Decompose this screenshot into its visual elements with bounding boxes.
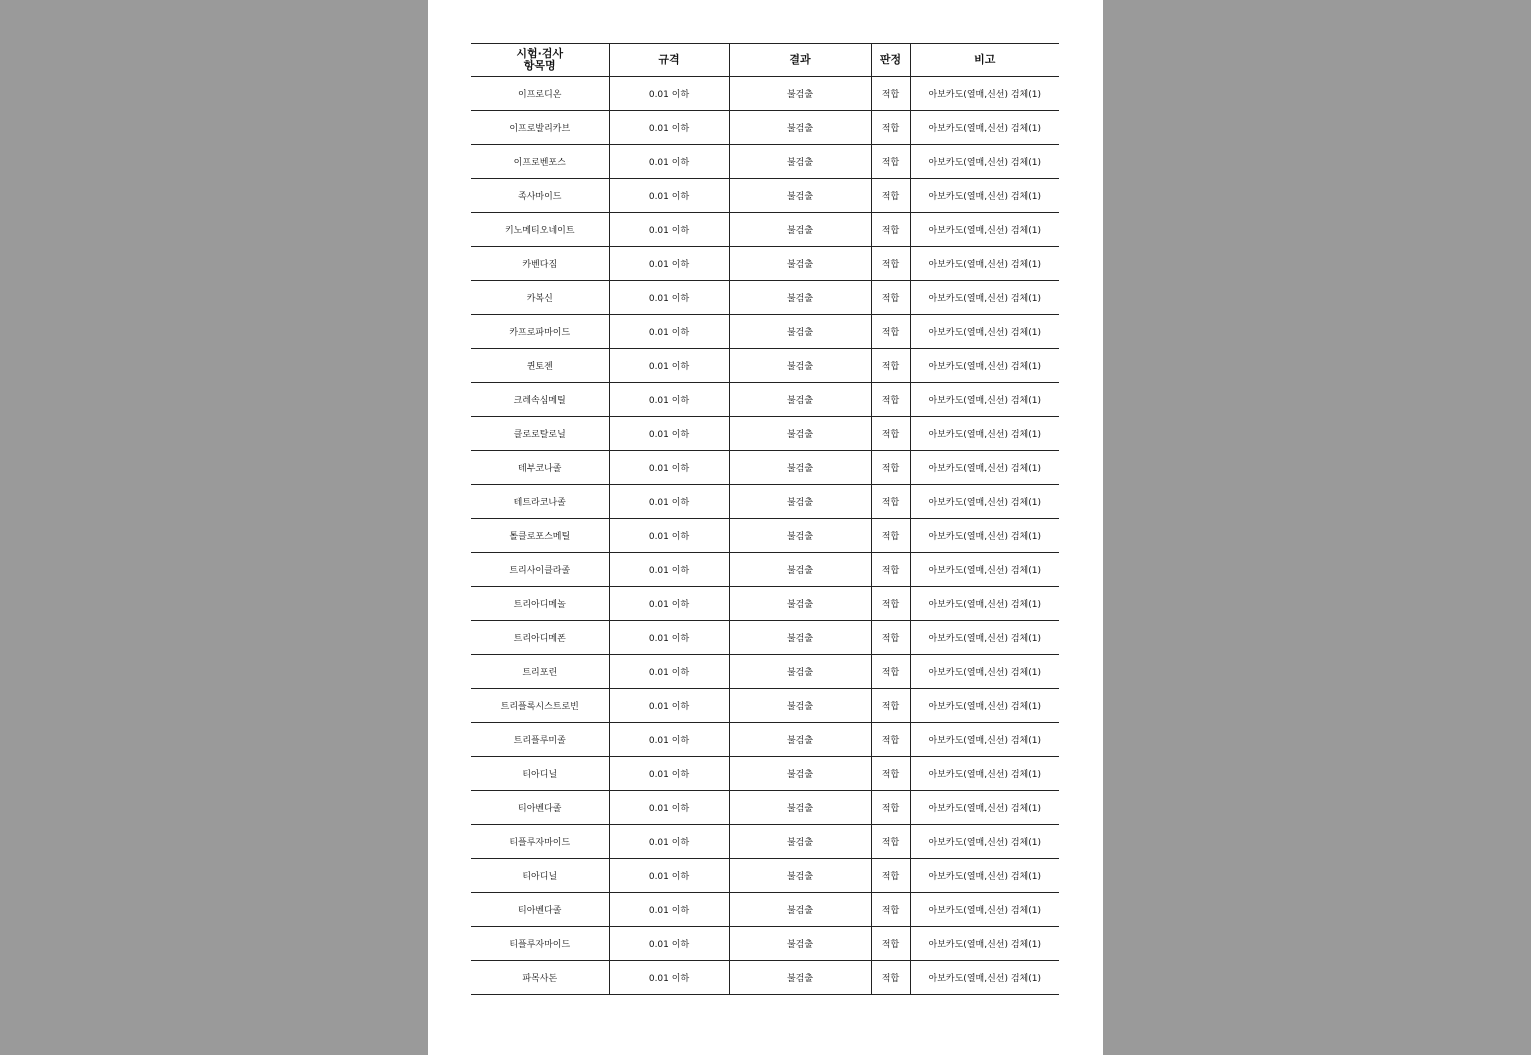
cell-result: 불검출 xyxy=(729,281,871,315)
cell-result: 불검출 xyxy=(729,247,871,281)
cell-spec: 0.01 이하 xyxy=(609,859,729,893)
header-item-line2: 항목명 xyxy=(523,59,556,72)
table-row xyxy=(471,349,1059,383)
cell-spec: 0.01 이하 xyxy=(609,927,729,961)
cell-judgement: 적합 xyxy=(871,417,910,451)
cell-remarks: 아보카도(열매,신선) 검체(1) xyxy=(910,77,1059,111)
cell-spec: 0.01 이하 xyxy=(609,553,729,587)
table-row xyxy=(471,315,1059,349)
cell-spec: 0.01 이하 xyxy=(609,961,729,995)
cell-result: 불검출 xyxy=(729,519,871,553)
cell-judgement: 적합 xyxy=(871,927,910,961)
cell-remarks: 아보카도(열매,신선) 검체(1) xyxy=(910,723,1059,757)
cell-item-name: 톨클로포스메틸 xyxy=(471,519,609,553)
test-results-table xyxy=(471,43,1059,995)
cell-item-name: 트리아디메놀 xyxy=(471,587,609,621)
cell-spec: 0.01 이하 xyxy=(609,757,729,791)
cell-item-name: 크레속심메틸 xyxy=(471,383,609,417)
cell-item-name: 이프로벤포스 xyxy=(471,145,609,179)
cell-spec: 0.01 이하 xyxy=(609,893,729,927)
cell-remarks: 아보카도(열매,신선) 검체(1) xyxy=(910,485,1059,519)
cell-judgement: 적합 xyxy=(871,723,910,757)
cell-result: 불검출 xyxy=(729,825,871,859)
table-row xyxy=(471,145,1059,179)
cell-item-name: 클로로탈로닐 xyxy=(471,417,609,451)
cell-remarks: 아보카도(열매,신선) 검체(1) xyxy=(910,349,1059,383)
cell-remarks: 아보카도(열매,신선) 검체(1) xyxy=(910,383,1059,417)
cell-spec: 0.01 이하 xyxy=(609,485,729,519)
header-judgement: 판정 xyxy=(871,44,910,77)
cell-item-name: 이프로디온 xyxy=(471,77,609,111)
cell-remarks: 아보카도(열매,신선) 검체(1) xyxy=(910,281,1059,315)
cell-spec: 0.01 이하 xyxy=(609,383,729,417)
cell-item-name: 트리포린 xyxy=(471,655,609,689)
cell-remarks: 아보카도(열매,신선) 검체(1) xyxy=(910,451,1059,485)
cell-item-name: 티아디닐 xyxy=(471,859,609,893)
cell-result: 불검출 xyxy=(729,485,871,519)
table-body xyxy=(471,77,1059,995)
table-row xyxy=(471,111,1059,145)
cell-judgement: 적합 xyxy=(871,553,910,587)
table-row xyxy=(471,893,1059,927)
cell-item-name: 트리플루미졸 xyxy=(471,723,609,757)
cell-item-name: 티플루자마이드 xyxy=(471,927,609,961)
cell-result: 불검출 xyxy=(729,757,871,791)
cell-remarks: 아보카도(열매,신선) 검체(1) xyxy=(910,689,1059,723)
cell-remarks: 아보카도(열매,신선) 검체(1) xyxy=(910,145,1059,179)
table-row xyxy=(471,77,1059,111)
cell-remarks: 아보카도(열매,신선) 검체(1) xyxy=(910,825,1059,859)
cell-judgement: 적합 xyxy=(871,383,910,417)
cell-item-name: 퀸토젠 xyxy=(471,349,609,383)
cell-item-name: 족사마이드 xyxy=(471,179,609,213)
cell-result: 불검출 xyxy=(729,927,871,961)
cell-item-name: 티플루자마이드 xyxy=(471,825,609,859)
cell-remarks: 아보카도(열매,신선) 검체(1) xyxy=(910,553,1059,587)
cell-judgement: 적합 xyxy=(871,451,910,485)
table-row xyxy=(471,213,1059,247)
cell-judgement: 적합 xyxy=(871,349,910,383)
cell-item-name: 카복신 xyxy=(471,281,609,315)
cell-result: 불검출 xyxy=(729,451,871,485)
cell-spec: 0.01 이하 xyxy=(609,213,729,247)
cell-spec: 0.01 이하 xyxy=(609,281,729,315)
cell-remarks: 아보카도(열매,신선) 검체(1) xyxy=(910,859,1059,893)
cell-result: 불검출 xyxy=(729,893,871,927)
cell-remarks: 아보카도(열매,신선) 검체(1) xyxy=(910,519,1059,553)
table-row xyxy=(471,383,1059,417)
table-row xyxy=(471,825,1059,859)
cell-spec: 0.01 이하 xyxy=(609,349,729,383)
header-spec: 규격 xyxy=(609,44,729,77)
cell-result: 불검출 xyxy=(729,383,871,417)
cell-remarks: 아보카도(열매,신선) 검체(1) xyxy=(910,417,1059,451)
cell-remarks: 아보카도(열매,신선) 검체(1) xyxy=(910,655,1059,689)
cell-spec: 0.01 이하 xyxy=(609,77,729,111)
cell-spec: 0.01 이하 xyxy=(609,689,729,723)
cell-result: 불검출 xyxy=(729,791,871,825)
cell-spec: 0.01 이하 xyxy=(609,145,729,179)
cell-judgement: 적합 xyxy=(871,859,910,893)
table-row xyxy=(471,961,1059,995)
cell-judgement: 적합 xyxy=(871,757,910,791)
cell-item-name: 트리아디메폰 xyxy=(471,621,609,655)
cell-result: 불검출 xyxy=(729,349,871,383)
cell-judgement: 적합 xyxy=(871,145,910,179)
cell-spec: 0.01 이하 xyxy=(609,315,729,349)
cell-result: 불검출 xyxy=(729,213,871,247)
cell-item-name: 테부코나졸 xyxy=(471,451,609,485)
cell-spec: 0.01 이하 xyxy=(609,723,729,757)
table-row xyxy=(471,621,1059,655)
cell-judgement: 적합 xyxy=(871,689,910,723)
cell-remarks: 아보카도(열매,신선) 검체(1) xyxy=(910,587,1059,621)
cell-remarks: 아보카도(열매,신선) 검체(1) xyxy=(910,893,1059,927)
table-header-row xyxy=(471,44,1059,77)
cell-remarks: 아보카도(열매,신선) 검체(1) xyxy=(910,315,1059,349)
cell-result: 불검출 xyxy=(729,145,871,179)
cell-result: 불검출 xyxy=(729,859,871,893)
table-row xyxy=(471,451,1059,485)
cell-result: 불검출 xyxy=(729,723,871,757)
cell-judgement: 적합 xyxy=(871,213,910,247)
cell-item-name: 이프로발리카브 xyxy=(471,111,609,145)
cell-spec: 0.01 이하 xyxy=(609,621,729,655)
header-result: 결과 xyxy=(729,44,871,77)
cell-judgement: 적합 xyxy=(871,825,910,859)
table-row xyxy=(471,417,1059,451)
cell-judgement: 적합 xyxy=(871,77,910,111)
cell-item-name: 파목사돈 xyxy=(471,961,609,995)
document-page xyxy=(428,0,1103,1055)
cell-result: 불검출 xyxy=(729,553,871,587)
cell-judgement: 적합 xyxy=(871,961,910,995)
table-row xyxy=(471,859,1059,893)
cell-judgement: 적합 xyxy=(871,621,910,655)
cell-spec: 0.01 이하 xyxy=(609,247,729,281)
cell-judgement: 적합 xyxy=(871,587,910,621)
cell-remarks: 아보카도(열매,신선) 검체(1) xyxy=(910,111,1059,145)
cell-spec: 0.01 이하 xyxy=(609,825,729,859)
cell-judgement: 적합 xyxy=(871,247,910,281)
cell-judgement: 적합 xyxy=(871,791,910,825)
cell-item-name: 트리플록시스트로빈 xyxy=(471,689,609,723)
cell-spec: 0.01 이하 xyxy=(609,791,729,825)
cell-result: 불검출 xyxy=(729,587,871,621)
cell-result: 불검출 xyxy=(729,315,871,349)
table-row xyxy=(471,179,1059,213)
cell-remarks: 아보카도(열매,신선) 검체(1) xyxy=(910,621,1059,655)
table-row xyxy=(471,519,1059,553)
cell-judgement: 적합 xyxy=(871,655,910,689)
cell-remarks: 아보카도(열매,신선) 검체(1) xyxy=(910,757,1059,791)
cell-result: 불검출 xyxy=(729,689,871,723)
cell-item-name: 카벤다짐 xyxy=(471,247,609,281)
cell-result: 불검출 xyxy=(729,621,871,655)
cell-spec: 0.01 이하 xyxy=(609,451,729,485)
cell-result: 불검출 xyxy=(729,961,871,995)
cell-judgement: 적합 xyxy=(871,315,910,349)
cell-result: 불검출 xyxy=(729,655,871,689)
cell-remarks: 아보카도(열매,신선) 검체(1) xyxy=(910,213,1059,247)
cell-spec: 0.01 이하 xyxy=(609,111,729,145)
cell-result: 불검출 xyxy=(729,417,871,451)
cell-item-name: 티아벤다졸 xyxy=(471,893,609,927)
table-row xyxy=(471,553,1059,587)
cell-remarks: 아보카도(열매,신선) 검체(1) xyxy=(910,179,1059,213)
cell-item-name: 티아디닐 xyxy=(471,757,609,791)
cell-judgement: 적합 xyxy=(871,281,910,315)
header-item-line1: 시험·검사 xyxy=(516,47,564,60)
cell-item-name: 키노메티오네이트 xyxy=(471,213,609,247)
table-row xyxy=(471,791,1059,825)
header-item-name xyxy=(471,44,609,77)
header-remarks: 비고 xyxy=(910,44,1059,77)
cell-spec: 0.01 이하 xyxy=(609,587,729,621)
cell-judgement: 적합 xyxy=(871,111,910,145)
table-row xyxy=(471,247,1059,281)
table-row xyxy=(471,281,1059,315)
cell-item-name: 테트라코나졸 xyxy=(471,485,609,519)
cell-result: 불검출 xyxy=(729,77,871,111)
cell-remarks: 아보카도(열매,신선) 검체(1) xyxy=(910,247,1059,281)
table-row xyxy=(471,587,1059,621)
cell-spec: 0.01 이하 xyxy=(609,179,729,213)
cell-remarks: 아보카도(열매,신선) 검체(1) xyxy=(910,927,1059,961)
table-row xyxy=(471,689,1059,723)
cell-spec: 0.01 이하 xyxy=(609,519,729,553)
cell-judgement: 적합 xyxy=(871,519,910,553)
cell-item-name: 트리사이클라졸 xyxy=(471,553,609,587)
cell-judgement: 적합 xyxy=(871,485,910,519)
cell-spec: 0.01 이하 xyxy=(609,417,729,451)
cell-remarks: 아보카도(열매,신선) 검체(1) xyxy=(910,791,1059,825)
cell-item-name: 티아벤다졸 xyxy=(471,791,609,825)
table-row xyxy=(471,655,1059,689)
table-row xyxy=(471,757,1059,791)
cell-result: 불검출 xyxy=(729,111,871,145)
cell-item-name: 카프로파마이드 xyxy=(471,315,609,349)
table-row xyxy=(471,723,1059,757)
cell-result: 불검출 xyxy=(729,179,871,213)
cell-remarks: 아보카도(열매,신선) 검체(1) xyxy=(910,961,1059,995)
table-row xyxy=(471,927,1059,961)
table-row xyxy=(471,485,1059,519)
cell-spec: 0.01 이하 xyxy=(609,655,729,689)
cell-judgement: 적합 xyxy=(871,893,910,927)
cell-judgement: 적합 xyxy=(871,179,910,213)
